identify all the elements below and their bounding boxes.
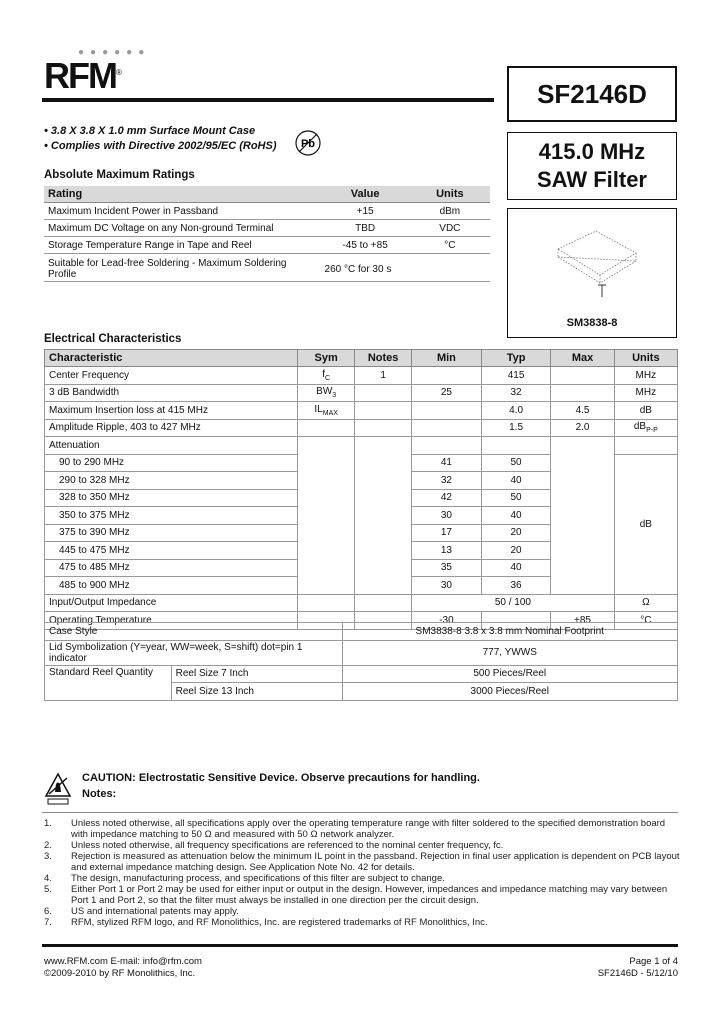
param-notes: 1 [355,367,412,385]
attenuation-range: 290 to 328 MHz [45,472,298,490]
elec-title: Electrical Characteristics [44,333,182,345]
param-units: °C [614,612,677,630]
param-label: Amplitude Ripple, 403 to 427 MHz [45,419,298,437]
feature-item: • Complies with Directive 2002/95/EC (RoHS) [44,140,277,152]
param-sym [298,594,355,612]
feature-list [44,124,276,154]
solder-label: Suitable for Lead-free Soldering - Maximum Soldering Profile [44,254,321,282]
param-units: Ω [614,594,677,612]
note-text: Rejection is measured as attenuation below the minimum IL point in the passband. Rejection in final user application is dependent on PCB layout and external impedance matching design. See Application Note No. 42 for details. [71,851,680,873]
param-max [551,367,614,385]
esd-warning-icon [44,772,72,806]
solder-value: 260 °C for 30 s [321,254,490,282]
param-typ [481,437,551,455]
attenuation-range: 328 to 350 MHz [45,489,298,507]
attenuation-min: 17 [412,524,482,542]
table-row [45,384,678,402]
note-item [44,818,680,840]
table-row [44,237,490,254]
table-row [45,419,678,437]
table-row [44,254,490,282]
param-max: 4.5 [551,402,614,420]
package-table [44,622,678,701]
col-units: Units [410,186,490,203]
col-max: Max [551,350,614,367]
notes-divider [42,812,678,813]
param-units: MHz [614,384,677,402]
param-units: $dB_{P-P}$ [614,419,677,437]
rating-label: Maximum DC Voltage on any Non-ground Terminal [44,220,321,237]
col-units: Units [614,350,677,367]
table-row [45,665,678,683]
param-units: dB [614,402,677,420]
package-box [507,208,677,338]
note-number: 1. [44,818,52,829]
reel7-label: Reel Size 7 Inch [171,665,342,683]
param-typ: 32 [481,384,551,402]
attenuation-range: 375 to 390 MHz [45,524,298,542]
param-min [412,437,482,455]
feature-item: • 3.8 X 3.8 X 1.0 mm Surface Mount Case [44,125,256,137]
note-text: Unless noted otherwise, all frequency specifications are referenced to the nominal center frequency, fc. [71,840,504,851]
table-row [44,220,490,237]
note-text: The design, manufacturing process, and specifications of this filter are subject to change. [71,873,445,884]
attenuation-units: dB [614,454,677,594]
package-drawing-icon [508,209,676,309]
param-units [614,437,677,455]
param-typ: 4.0 [481,402,551,420]
param-typ: 50 / 100 [412,594,615,612]
attenuation-sym-cell [298,437,355,595]
elec-table [44,349,678,630]
note-number: 4. [44,873,52,884]
table-row [45,640,678,665]
note-item [44,873,680,884]
param-notes [355,384,412,402]
attenuation-range: 485 to 900 MHz [45,577,298,595]
table-row [45,437,678,455]
col-sym: Sym [298,350,355,367]
note-item [44,840,680,851]
col-notes: Notes [355,350,412,367]
attenuation-typ: 50 [481,454,551,472]
param-sym: $f_C$ [298,367,355,385]
col-min: Min [412,350,482,367]
table-row [45,367,678,385]
case-style-value: SM3838-8 3.8 x 3.8 mm Nominal Footprint [342,623,678,641]
lead-free-pb-icon [293,128,323,158]
attenuation-typ: 20 [481,524,551,542]
param-label: Maximum Insertion loss at 415 MHz [45,402,298,420]
param-label: 3 dB Bandwidth [45,384,298,402]
notes-list [44,818,680,928]
logo-text: RFM [44,55,116,96]
part-number: SF2146D [537,78,647,109]
rating-units: dBm [410,203,490,220]
attenuation-notes-cell [355,437,412,595]
attenuation-typ: 50 [481,489,551,507]
attenuation-range: 350 to 375 MHz [45,507,298,525]
part-number-box [507,66,677,122]
footer-copyright: ©2009-2010 by RF Monolithics, Inc. [44,968,196,979]
note-number: 3. [44,851,52,862]
param-min: -30 [412,612,482,630]
logo-dots: ●●●●●● [78,47,151,58]
table-row [45,402,678,420]
note-text: US and international patents may apply. [71,906,239,917]
header-rule [42,98,494,102]
footer-right [598,956,678,980]
col-characteristic: Characteristic [45,350,298,367]
rating-label: Maximum Incident Power in Passband [44,203,321,220]
attenuation-typ: 40 [481,559,551,577]
reel7-value: 500 Pieces/Reel [342,665,678,683]
attenuation-label: Attenuation [45,437,298,455]
caution-block [82,770,480,802]
param-sym [298,419,355,437]
table-header-row [45,350,678,367]
product-summary-box [507,132,677,200]
param-max: 2.0 [551,419,614,437]
note-number: 7. [44,917,52,928]
footer-page: Page 1 of 4 [629,956,678,967]
rating-value: +15 [321,203,410,220]
param-label: Operating Temperature [45,612,298,630]
product-type: SAW Filter [536,167,647,192]
table-row [45,623,678,641]
col-value: Value [321,186,410,203]
col-typ: Typ [481,350,551,367]
param-notes [355,402,412,420]
attenuation-range: 445 to 475 MHz [45,542,298,560]
pb-badge-text: Pb [300,138,316,150]
param-min [412,419,482,437]
rating-value: TBD [321,220,410,237]
attenuation-range: 90 to 290 MHz [45,454,298,472]
package-label: SM3838-8 [566,317,618,329]
rating-value: -45 to +85 [321,237,410,254]
param-typ: 1.5 [481,419,551,437]
footer-left [44,956,202,980]
footer-rule [42,944,678,947]
attenuation-typ: 20 [481,542,551,560]
attenuation-typ: 36 [481,577,551,595]
note-item [44,851,680,873]
attenuation-range: 475 to 485 MHz [45,559,298,577]
param-typ: 415 [481,367,551,385]
footer-contact: www.RFM.com E-mail: info@rfm.com [44,956,202,967]
param-notes [355,419,412,437]
rating-units: °C [410,237,490,254]
param-max [551,384,614,402]
reel13-value: 3000 Pieces/Reel [342,683,678,701]
lid-symbolization-value: 777, YWWS [342,640,678,665]
logo-registered-mark: ® [115,68,122,77]
attenuation-min: 30 [412,577,482,595]
attenuation-max-cell [551,437,614,595]
note-text: RFM, stylized RFM logo, and RF Monolithics, Inc. are registered trademarks of RF Monolithics, Inc. [71,917,488,928]
note-number: 5. [44,884,52,895]
attenuation-typ: 40 [481,472,551,490]
attenuation-min: 35 [412,559,482,577]
note-item [44,906,680,917]
param-label: Input/Output Impedance [45,594,298,612]
note-item [44,917,680,928]
product-frequency: 415.0 MHz [538,139,646,164]
param-units: MHz [614,367,677,385]
param-min [412,402,482,420]
param-max: +85 [551,612,614,630]
note-number: 2. [44,840,52,851]
note-text: Unless noted otherwise, all specifications apply over the operating temperature range with filter soldered to the specified demonstration board with impedance matching to 50 Ω and measured with 50 Ω network analyzer. [71,818,666,840]
abs-max-table [44,186,490,282]
table-header-row [44,186,490,203]
param-sym: $IL_{MAX}$ [298,402,355,420]
caution-text: CAUTION: Electrostatic Sensitive Device. Observe precautions for handling. [82,772,480,784]
rating-label: Storage Temperature Range in Tape and Reel [44,237,321,254]
note-item [44,884,680,906]
attenuation-min: 42 [412,489,482,507]
note-number: 6. [44,906,52,917]
rating-units: VDC [410,220,490,237]
param-min: 25 [412,384,482,402]
notes-title: Notes: [82,788,117,800]
case-style-label: Case Style [45,623,343,641]
col-rating: Rating [44,186,321,203]
param-min [412,367,482,385]
table-row [44,203,490,220]
table-row [45,594,678,612]
attenuation-min: 30 [412,507,482,525]
abs-max-title: Absolute Maximum Ratings [44,169,195,181]
attenuation-typ: 40 [481,507,551,525]
note-text: Either Port 1 or Port 2 may be used for either input or output in the design. However, impedances and impedance matching may vary between Port 1 and Port 2, so that the filter must always be installed in one direction per the circuit design. [71,884,668,906]
param-notes [355,594,412,612]
lid-symbolization-label: Lid Symbolization (Y=year, WW=week, S=shift) dot=pin 1 indicator [45,640,343,665]
rfm-logo [44,47,151,96]
attenuation-min: 32 [412,472,482,490]
reel13-label: Reel Size 13 Inch [171,683,342,701]
footer-doc-id: SF2146D - 5/12/10 [597,968,678,979]
attenuation-min: 41 [412,454,482,472]
attenuation-min: 13 [412,542,482,560]
reel-quantity-label: Standard Reel Quantity [45,665,172,700]
param-sym: $BW_3$ [298,384,355,402]
param-label: Center Frequency [45,367,298,385]
